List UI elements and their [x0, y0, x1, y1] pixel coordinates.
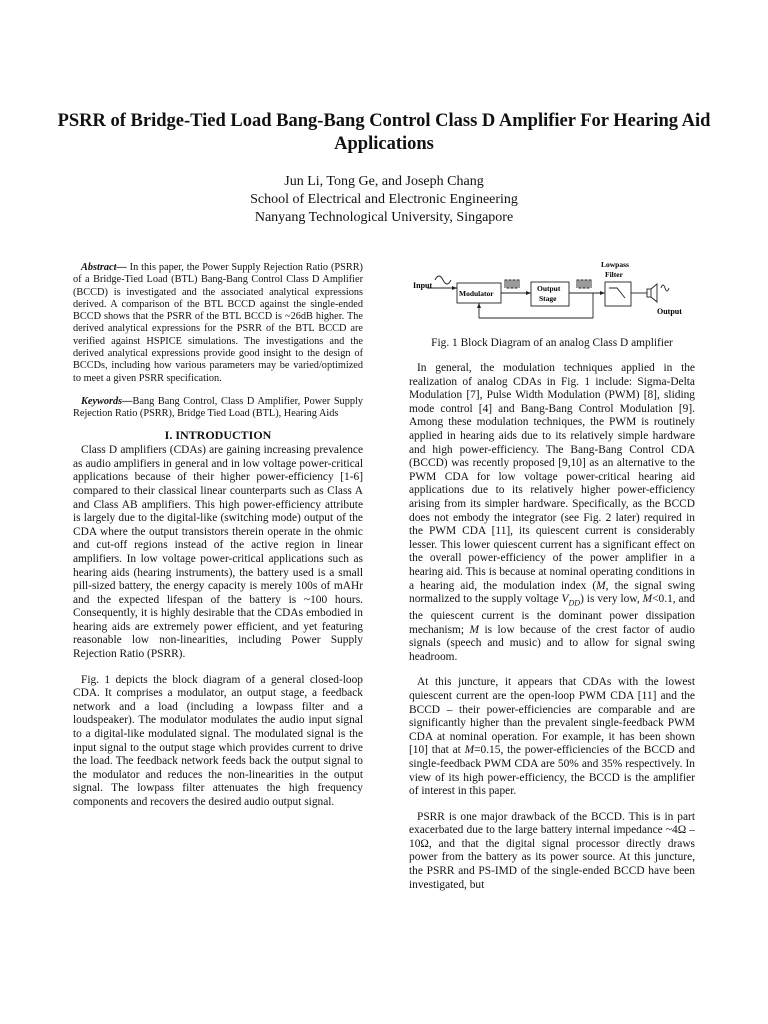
keywords-label: Keywords— [81, 395, 133, 407]
left-column [73, 262, 363, 810]
right-paragraph-2 [409, 676, 695, 798]
author-block [100, 173, 668, 227]
pulse-train-2 [577, 280, 591, 288]
author-affiliation: School of Electrical and Electronic Engineering [250, 192, 518, 207]
abstract-label: Abstract— [81, 262, 127, 273]
speaker-icon [647, 289, 651, 297]
figure-1-caption: Fig. 1 Block Diagram of an analog Class D amplifier [431, 337, 673, 349]
var-m: M [596, 579, 606, 592]
abstract [73, 262, 363, 385]
var-m: M [642, 593, 653, 606]
lowpass-response-icon [609, 288, 625, 298]
text-run: , the signal swing normalized to the supply voltage [409, 579, 695, 606]
var-m: M [469, 623, 479, 636]
label-lowpass-1: Lowpass [601, 260, 629, 269]
right-column [409, 362, 695, 892]
text-run: is low because of the crest factor of audio signals (speech and music) and to allow for signal swing headroom. [409, 623, 696, 663]
text-run: =0.15, the power-efficiencies of the BCCD and single-feedback PWM CDA are 50% and 35% respectively. In view of its high power-efficiency, the BCCD is the amplifier of interest in this paper. [409, 744, 696, 798]
label-input: Input [413, 281, 433, 290]
input-sine-wave [435, 276, 451, 284]
intro-paragraph-2: Fig. 1 depicts the block diagram of a general closed-loop CDA. It comprises a modulator, an output stage, a feedback network and a load (including a lowpass filter and a loudspeaker). The modulator modulates the audio input signal to a digital-like modulated signal. The modulated signal is the input signal to the output stage which provides current to drive the load. The feedback network feeds back the output signal to the modulator and reduces the non-linearities in the output signal. The lowpass filter attenuates the high frequency components and recovers the desired audio output signal. [73, 673, 363, 808]
lowpass-filter-block [605, 282, 631, 306]
block-diagram-svg [407, 258, 697, 328]
paper-title: PSRR of Bridge-Tied Load Bang-Bang Control Class D Amplifier For Hearing Aid Applications [57, 111, 711, 154]
label-output-stage-1: Output [537, 284, 561, 293]
intro-paragraph-1: Class D amplifiers (CDAs) are gaining increasing prevalence as audio amplifiers in general and in low voltage power-critical applications because of their higher power-efficiency [1-6] compared to their classical linear counterparts such as Class A and Class AB amplifiers. This high power-efficiency attribute is largely due to the digital-like (switching mode) output of the CDA where the output transistors therein operate in the ohmic and cut-off regions instead of the active region in linear amplifiers. In low voltage power-critical applications such as hearing aids (hearing instruments), the battery used is a small pill-sized battery, the energy capacity is merely 100s of mAHr and the expected lifespan of the battery is ~100 hours. Consequently, it is highly desirable that the CDAs embodied in hearing aids are extremely power efficient, and yet featuring reasonable low non-linearities, including Power Supply Rejection Ratio (PSRR). [73, 444, 363, 661]
right-paragraph-1 [409, 362, 695, 664]
text-run: <0.1, and the quiescent current is the dominant power dissipation mechanism; [409, 593, 695, 636]
label-output: Output [657, 307, 682, 316]
var-v: V [561, 593, 569, 606]
var-m: M [464, 744, 475, 757]
text-run: In general, the modulation techniques applied in the realization of analog CDAs in Fig. 1 include: Sigma-Delta Modulation [7], Pulse Width Modulation (PWM) [8], sliding mode control [4] and Bang-Bang Control Modulation [9]. Among these modulation techniques, the PWM is routinely applied in hearing aids due to its relatively simple hardware and high power-efficiency. The Bang-Bang Control CDA (BCCD) was recently proposed [9,10] as an alternative to the PWM CDA for low voltage power-critical hearing aid applications due to its relatively higher power-efficiency arising from its simpler hardware. Specifically, as the BCCD does not embody the integrator (see Fig. 2 later) required in the PWM CDA [11], its quiescent current is considerably lesser. This lower quiescent current has a significant effect on the overall power-efficiency of the power amplifier in a hearing aid. This is because at nominal operating conditions in a hearing aid, the modulation index ( [409, 362, 695, 592]
text-run: At this juncture, it appears that CDAs with the lowest quiescent current are the open-loop PWM CDA [11] and the BCCD – their power-efficiencies are comparable and are significantly higher than the prevalent single-feedback PWM CDA at nominal operation. For example, it has been shown [10] that at [409, 676, 695, 757]
label-output-stage-2: Stage [539, 294, 557, 303]
keywords [73, 396, 363, 421]
text-run: ) is very low, [580, 593, 643, 606]
right-paragraph-3: PSRR is one major drawback of the BCCD. This is in part exacerbated due to the large battery internal impedance ~4Ω – 10Ω, and that the digital signal processor directly draws power from the battery as its power source. At this juncture, the PSRR and PS-IMD of the single-ended BCCD have been investigated, but [409, 810, 695, 891]
label-modulator: Modulator [459, 289, 494, 298]
var-dd-subscript: DD [568, 598, 581, 608]
author-names: Jun Li, Tong Ge, and Joseph Chang [284, 174, 484, 189]
author-university: Nanyang Technological University, Singapore [254, 210, 514, 225]
pulse-train-1 [505, 280, 519, 288]
section-heading-introduction: I. INTRODUCTION [164, 427, 272, 442]
abstract-text: In this paper, the Power Supply Rejection Ratio (PSRR) of a Bridge-Tied Load (BTL) Bang-Bang Control Class D Amplifier (BCCD) is investigated and the associated analytical expressions derived. A comparison of the BTL BCCD against the single-ended BCCD shows that the PSRR of the BTL BCCD is ~26dB higher. The derived analytical expressions for the PSRR of the BTL BCCD are verified against HSPICE simulations. The investigations and the derived analytical expressions provide good insight to the design of BCCDs, including how various parameters may be varied/optimized to meet a given PSRR specification. [73, 262, 363, 384]
output-sine-wave [661, 285, 669, 291]
keywords-text: Bang Bang Control, Class D Amplifier, Power Supply Rejection Ratio (PSRR), Bridge Tied Load (BTL), Hearing Aids [73, 395, 363, 420]
label-lowpass-2: Filter [605, 270, 623, 279]
figure-1-block-diagram [407, 258, 697, 328]
